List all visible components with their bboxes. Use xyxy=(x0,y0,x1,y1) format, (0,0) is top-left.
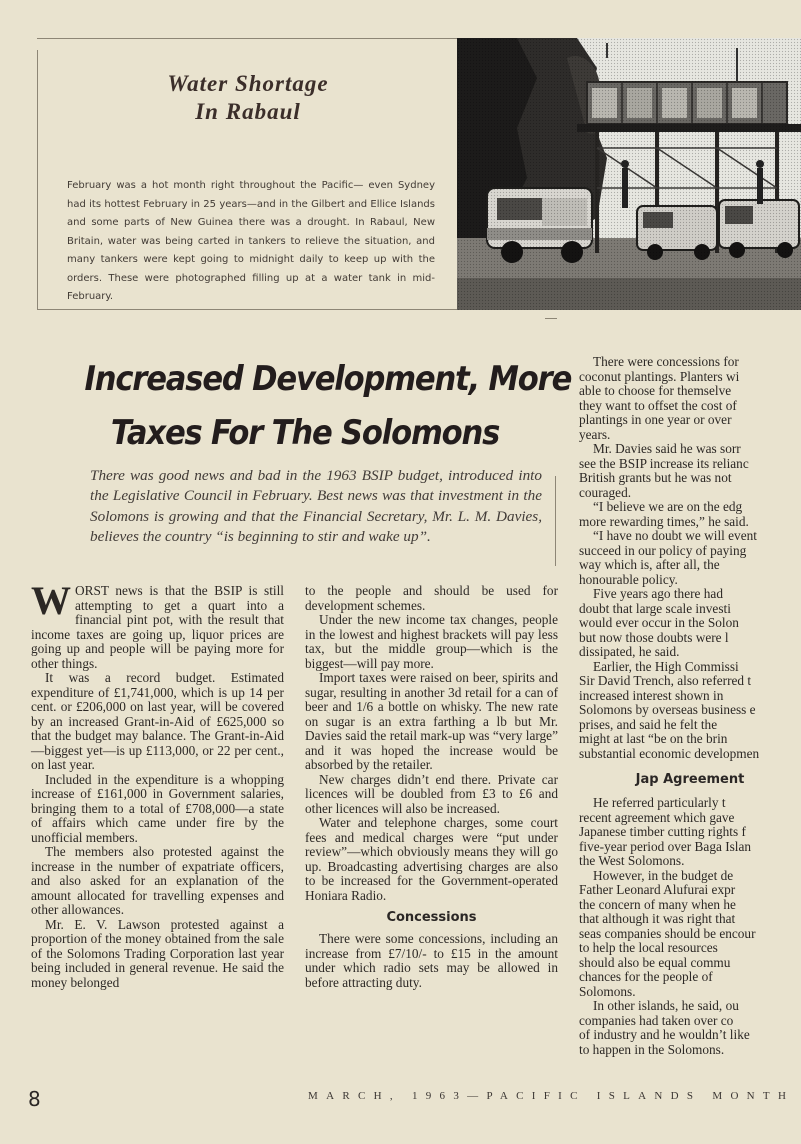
paragraph: Included in the expenditure is a whopping increase of £161,000 in Government salaries, bringing them to a total of £708,000—a state of affairs which came under fire by the unofficial members. xyxy=(31,771,284,845)
box-title-line-1: Water Shortage xyxy=(167,71,329,96)
text-line: Solomons by overseas business e xyxy=(579,702,756,717)
article-headline xyxy=(84,352,572,460)
text-line: prises, and said he felt the xyxy=(579,716,718,732)
page-number: 8 xyxy=(28,1087,41,1111)
paragraph: Under the new income tax changes, people in the lowest and highest brackets will pay less tax, but the middle group—which is the biggest—will pay more. xyxy=(305,612,558,671)
headline-line-1: Increased Development, More xyxy=(84,359,572,399)
paragraph xyxy=(31,578,284,671)
paragraph: It was a record budget. Estimated expenditure of £1,741,000, which is up 14 per cent. or £206,000 on last year, will be covered by an increased Grant-in-Aid of £625,000 so that the budget may balance. The Grant-in-Aid—biggest yet—is up £113,000, or 22 per cent., on last year. xyxy=(31,670,284,772)
text-line: that although it was right that xyxy=(579,911,736,926)
text-line: should also be equal commu xyxy=(579,954,731,970)
paragraph: to the people and should be used for development schemes. xyxy=(305,583,558,613)
text-line: would ever occur in the Solon xyxy=(579,615,739,630)
text-line: There were concessions for xyxy=(593,355,739,369)
text-line: He referred particularly t xyxy=(593,795,726,810)
text-line: but now those doubts were l xyxy=(579,629,729,645)
text-line: Earlier, the High Commissi xyxy=(593,658,739,674)
text-line: years. xyxy=(579,426,611,442)
article-column-1 xyxy=(31,578,284,990)
paragraph-e xyxy=(579,587,801,660)
text-line: Father Leonard Alufurai expr xyxy=(579,882,736,897)
text-line: substantial economic developmen xyxy=(579,745,760,761)
running-footer: MARCH, 1963—PACIFIC ISLANDS MONTH xyxy=(308,1090,795,1102)
box-title xyxy=(133,70,363,126)
box-title-line-2: In Rabaul xyxy=(195,99,301,124)
text-line: Five years ago there had xyxy=(593,586,723,601)
text-line: companies had taken over co xyxy=(579,1012,734,1028)
text-line: In other islands, he said, ou xyxy=(593,998,739,1013)
paragraph: There were some concessions, including an increase from £7/10/- to £15 in the amount under which radio sets may be allowed in before attracting duty. xyxy=(305,931,558,990)
text-line: succeed in our policy of paying xyxy=(579,542,747,558)
text-line: to happen in the Solomons. xyxy=(579,1041,725,1057)
paragraph-text: ORST news is that the BSIP is still attempting to get a quart into a financial pint pot, with the result that income taxes are going up, liquor prices are going up and people will be paying more for other things. xyxy=(31,583,284,671)
text-line: “I have no doubt we will event xyxy=(593,528,757,543)
text-line: Japanese timber cutting rights f xyxy=(579,824,746,839)
text-line: “I believe we are on the edg xyxy=(593,499,743,514)
text-line: way which is, after all, the xyxy=(579,557,720,572)
paragraph-c xyxy=(579,500,801,529)
text-line: Mr. Davies said he was sorr xyxy=(593,441,741,456)
article-column-2 xyxy=(305,584,558,990)
section-heading-jap-agreement: Jap Agreement xyxy=(635,772,745,787)
drop-cap: W xyxy=(31,578,71,623)
text-line: dissipated, he said. xyxy=(579,644,680,659)
article-column-3 xyxy=(579,355,801,1057)
text-line: couraged. xyxy=(579,484,632,500)
text-line: recent agreement which gave xyxy=(579,809,735,825)
paragraph-g xyxy=(579,796,801,869)
paragraph-a xyxy=(579,355,801,442)
article-intro: There was good news and bad in the 1963 BSIP budget, introduced into the Legislative Council in February. Best news was that investment in the Solomons is growing and that the Financial Secretary, Mr. L. M. Davies, believes the country “is beginning to stir and wake up”. xyxy=(90,467,542,546)
text-line: However, in the budget de xyxy=(593,867,734,883)
photo-caption-box xyxy=(37,38,457,310)
text-line: the concern of many when he xyxy=(579,896,736,912)
text-line: Sir David Trench, also referred t xyxy=(579,673,752,688)
text-line: of industry and he wouldn’t like xyxy=(579,1027,750,1042)
text-line: the West Solomons. xyxy=(579,853,685,868)
text-line: coconut plantings. Planters wi xyxy=(579,368,740,384)
text-line: seas companies should be encour xyxy=(579,925,756,941)
tanker-photo-illustration xyxy=(457,38,801,310)
water-tanker-photo xyxy=(457,38,801,310)
headline-line-2: Taxes For The Solomons xyxy=(110,413,500,453)
text-line: plantings in one year or over xyxy=(579,412,732,427)
box-bottom-rule xyxy=(37,309,457,310)
text-line: honourable policy. xyxy=(579,571,678,587)
paragraph: The members also protested against the increase in the number of expatriate officers, and also asked for an explanation of the amount allocated for travelling expenses and other allowances. xyxy=(31,844,284,917)
paragraph: Mr. E. V. Lawson protested against a proportion of the money obtained from the sale of the Solomons Trading Corporation last year being included in general revenue. He said the money belonged xyxy=(31,916,284,990)
box-caption: February was a hot month right throughout the Pacific— even Sydney had its hottest February in 25 years—and in the Gilbert and Ellice Islands and some parts of New Guinea there was a drought. In Rabaul, New Britain, water was being carted in tankers to relieve the situation, and many tankers were kept going to midnight daily to keep up with the orders. These were photographed filling up at a water tank in mid-February. xyxy=(67,180,435,302)
text-line: Solomons. xyxy=(579,983,636,999)
paragraph-f xyxy=(579,660,801,762)
paragraph: Import taxes were raised on beer, spirits and sugar, resulting in another 3d retail for a can of beer and 1/6 a bottle on whisky. The new rate on sugar is an extra farthing a lb but Mr. Davies said the retail mark-up was “very large” and it was hoped the increase would be absorbed by the retailer. xyxy=(305,670,558,772)
text-line: doubt that large scale investi xyxy=(579,600,731,616)
text-line: see the BSIP increase its relianc xyxy=(579,455,749,471)
text-line: British grants but he was not xyxy=(579,470,732,485)
text-line: five-year period over Baga Islan xyxy=(579,838,752,854)
paragraph-d xyxy=(579,529,801,587)
paragraph-b xyxy=(579,442,801,500)
text-line: to help the local resources xyxy=(579,940,718,955)
text-line: might at last “be on the brin xyxy=(579,731,728,746)
box-left-rule xyxy=(37,50,38,310)
text-line: chances for the people of xyxy=(579,969,713,984)
paragraph: New charges didn’t end there. Private car licences will be doubled from £3 to £6 and other licences will also be increased. xyxy=(305,771,558,816)
intro-side-rule xyxy=(555,476,556,566)
paragraph-i xyxy=(579,999,801,1057)
text-line: increased interest shown in xyxy=(579,687,724,703)
divider-rule xyxy=(545,318,557,319)
box-top-rule xyxy=(37,38,457,39)
section-heading-concessions: Concessions xyxy=(386,910,477,925)
paragraph: Water and telephone charges, some court fees and medical charges were “put under review”—which obviously means they will go up. Broadcasting advertising charges are also to be increased for the Government-operated Honiara Radio. xyxy=(305,815,558,903)
text-line: they want to offset the cost of xyxy=(579,397,737,413)
text-line: able to choose for themselve xyxy=(579,383,732,398)
paragraph-h xyxy=(579,869,801,1000)
text-line: more rewarding times,” he said. xyxy=(579,513,749,529)
